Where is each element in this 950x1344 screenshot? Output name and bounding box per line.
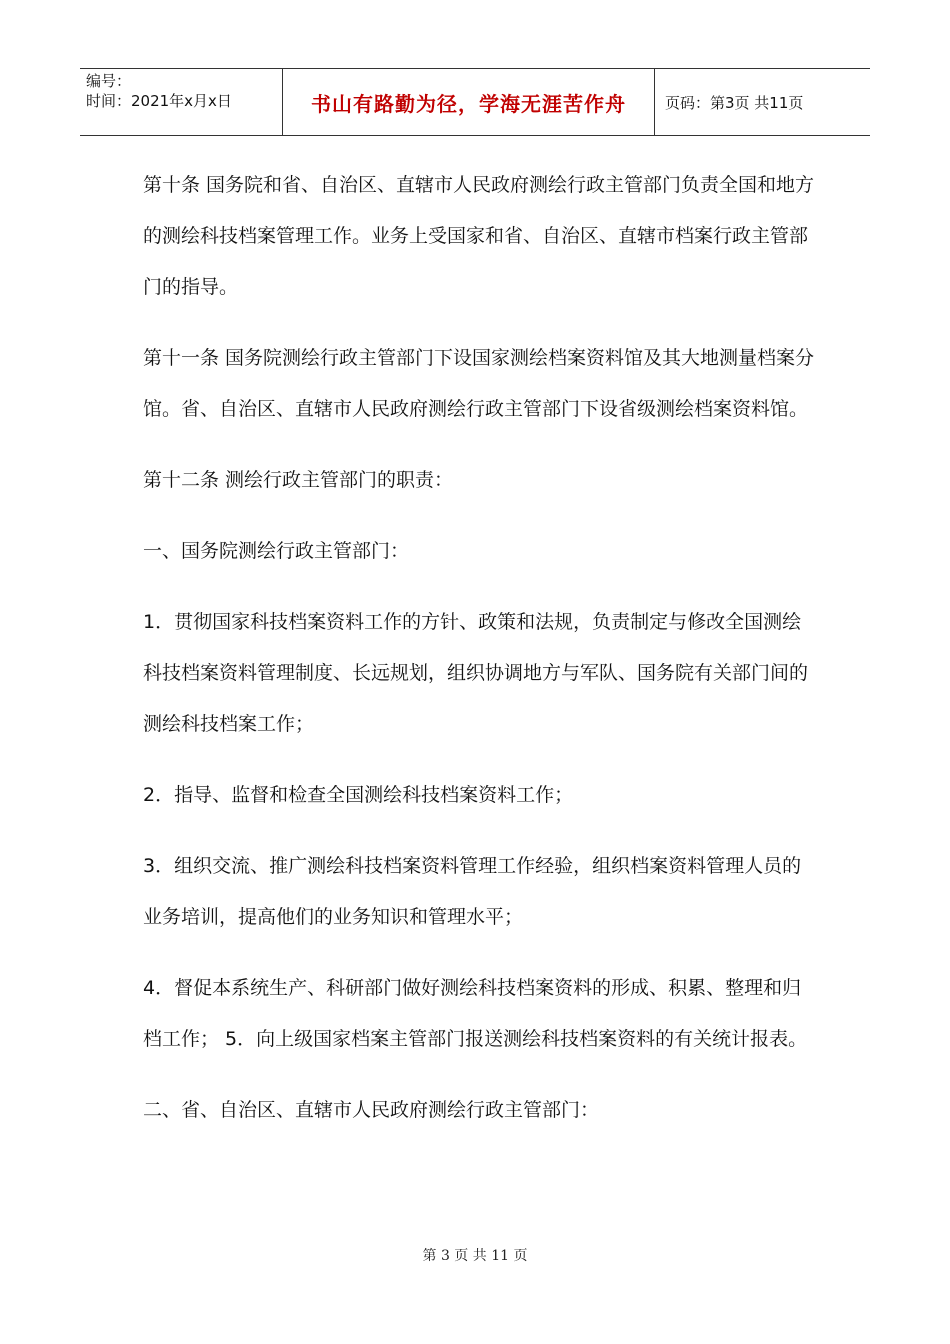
- document-body: [143, 160, 815, 1156]
- paragraph-article-12: 第十二条 测绘行政主管部门的职责：: [143, 469, 454, 491]
- paragraph-section-two: 二、省、自治区、直辖市人民政府测绘行政主管部门：: [143, 1099, 600, 1121]
- document-header: [80, 68, 870, 136]
- paragraph-item-1: 1．贯彻国家科技档案资料工作的方针、政策和法规，负责制定与修改全国测绘科技档案资料管理制度、长远规划，组织协调地方与军队、国务院有关部门间的测绘科技档案工作；: [143, 611, 809, 735]
- paragraph-article-11: 第十一条 国务院测绘行政主管部门下设国家测绘档案资料馆及其大地测量档案分馆。省、自治区、直辖市人民政府测绘行政主管部门下设省级测绘档案资料馆。: [143, 347, 815, 420]
- paragraph-article-10: 第十条 国务院和省、自治区、直辖市人民政府测绘行政主管部门负责全国和地方的测绘科技档案管理工作。业务上受国家和省、自治区、直辖市档案行政主管部门的指导。: [143, 174, 815, 298]
- document-number-label: 编号：: [86, 72, 132, 90]
- header-meta-cell: [80, 69, 283, 135]
- header-motto: 书山有路勤为径，学海无涯苦作舟: [283, 69, 655, 135]
- header-page-info: 页码：第3页 共11页: [665, 93, 804, 112]
- paragraph-item-2: 2．指导、监督和检查全国测绘科技档案资料工作；: [143, 784, 574, 806]
- paragraph-item-4-5: 4．督促本系统生产、科研部门做好测绘科技档案资料的形成、积累、整理和归档工作； 5．向上级国家档案主管部门报送测绘科技档案资料的有关统计报表。: [143, 977, 808, 1050]
- paragraph-section-one: 一、国务院测绘行政主管部门：: [143, 540, 410, 562]
- page-footer: 第 3 页 共 11 页: [422, 1248, 528, 1264]
- paragraph-item-3: 3．组织交流、推广测绘科技档案资料管理工作经验，组织档案资料管理人员的业务培训，提高他们的业务知识和管理水平；: [143, 855, 802, 928]
- document-time-label: 时间：2021年x月x日: [86, 92, 232, 110]
